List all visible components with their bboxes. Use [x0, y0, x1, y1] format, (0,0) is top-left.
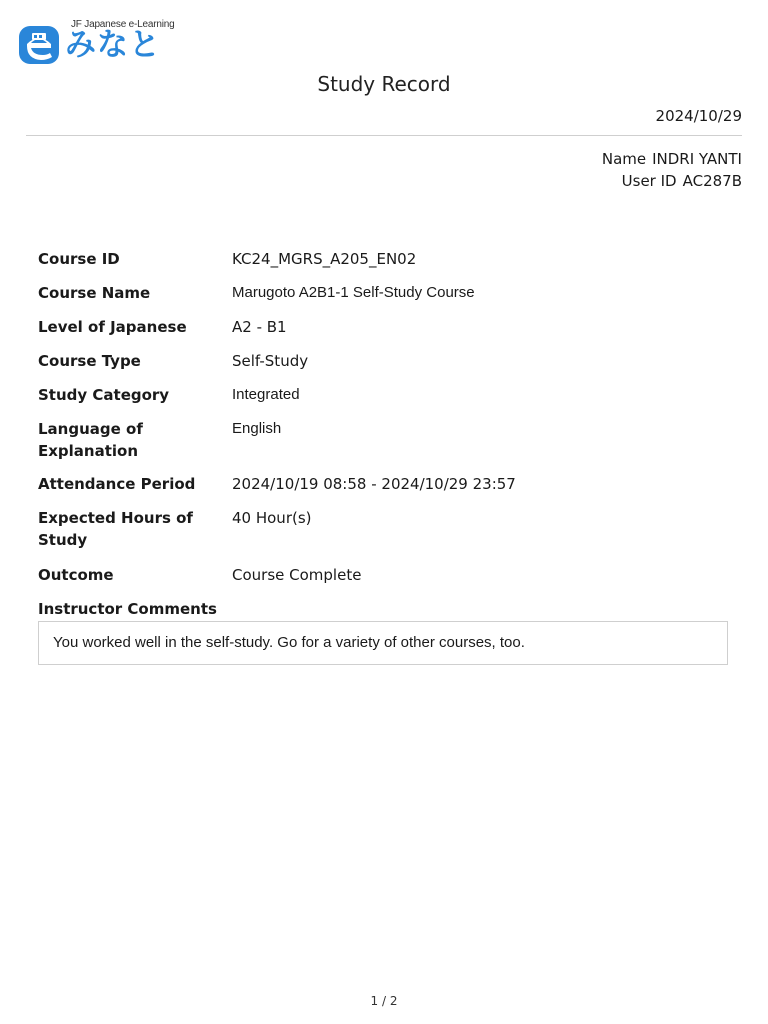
logo-name: みなと [65, 27, 161, 63]
detail-label: Expected Hours of Study [38, 509, 193, 549]
user-id-value: AC287B [682, 172, 742, 190]
logo-subtitle: JF Japanese e-Learning [71, 19, 175, 30]
detail-value: English [232, 420, 282, 437]
detail-value: 2024/10/19 08:58 - 2024/10/29 23:57 [232, 475, 516, 493]
detail-label: Outcome [38, 566, 114, 584]
user-name-line [602, 148, 742, 170]
site-logo [19, 20, 189, 70]
detail-value: Integrated [232, 386, 300, 403]
detail-value: Marugoto A2B1-1 Self-Study Course [232, 284, 475, 301]
detail-label: Course Name [38, 284, 151, 302]
instructor-comments-text: You worked well in the self-study. Go for a variety of other courses, too. [53, 634, 525, 651]
user-info [602, 148, 742, 192]
detail-value: 40 Hour(s) [232, 509, 312, 527]
detail-label: Study Category [38, 386, 170, 404]
detail-value: A2 - B1 [232, 318, 287, 336]
detail-value: KC24_MGRS_A205_EN02 [232, 250, 417, 268]
header-divider [26, 135, 742, 136]
detail-label: Level of Japanese [38, 318, 187, 336]
user-name-value: INDRI YANTI [652, 150, 742, 168]
detail-value: Course Complete [232, 566, 362, 584]
user-id-label: User ID [621, 172, 677, 190]
detail-label: Course ID [38, 250, 120, 268]
detail-label: Language of Explanation [38, 420, 143, 460]
detail-label: Attendance Period [38, 475, 196, 493]
detail-label: Course Type [38, 352, 141, 370]
page-number: 1 / 2 [370, 994, 398, 1008]
instructor-comments-label: Instructor Comments [38, 600, 217, 618]
instructor-comments-box [38, 621, 728, 665]
user-id-line [602, 170, 742, 192]
user-name-label: Name [601, 150, 647, 168]
e-learning-logo-icon [19, 24, 61, 66]
page-title: Study Record [317, 72, 451, 96]
detail-value: Self-Study [232, 352, 309, 370]
record-date: 2024/10/29 [655, 107, 742, 125]
